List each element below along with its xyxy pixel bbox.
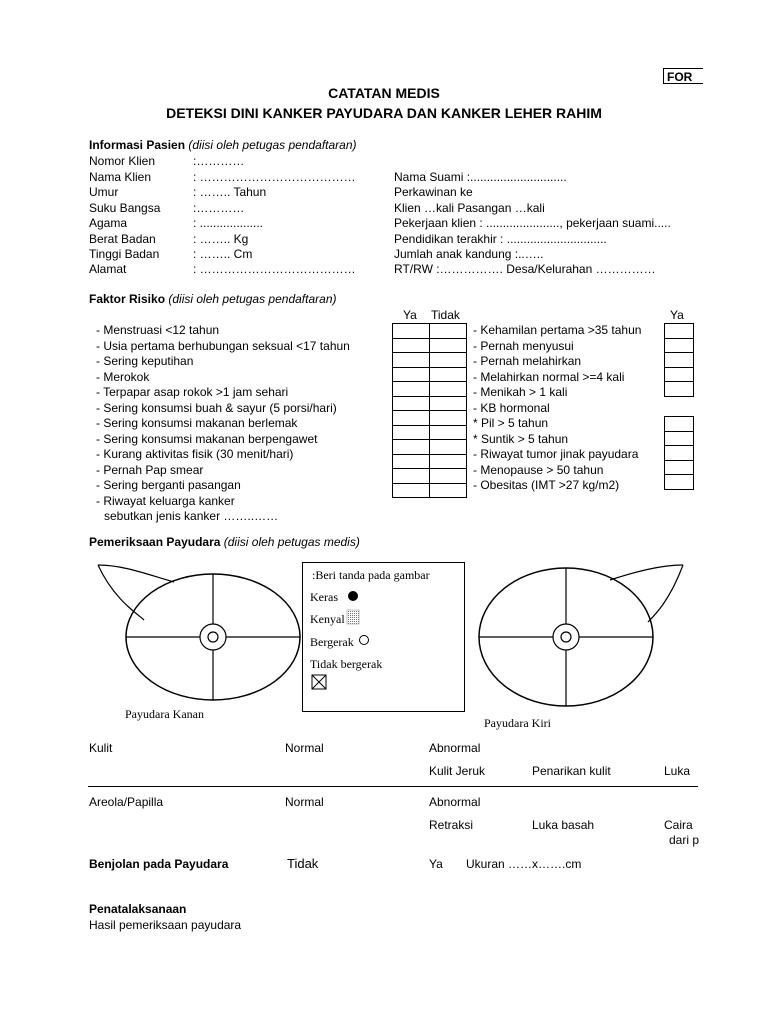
exam-heading-note: (diisi oleh petugas medis) bbox=[223, 535, 360, 549]
open-circle-icon bbox=[358, 634, 370, 646]
col-header-ya: Ya bbox=[403, 308, 417, 322]
risk-item: - Kehamilan pertama >35 tahun bbox=[473, 323, 642, 337]
crossed-box-icon bbox=[311, 674, 327, 690]
field-value[interactable]: : …….. Tahun bbox=[193, 185, 267, 199]
left-breast-label: Payudara Kiri bbox=[484, 716, 551, 730]
areola-label: Areola/Papilla bbox=[89, 795, 164, 809]
field-line[interactable]: Klien …kali Pasangan …kali bbox=[394, 201, 545, 215]
risk-item: * Pil > 5 tahun bbox=[473, 416, 549, 430]
field-label: Nama Klien bbox=[89, 170, 152, 184]
checkbox-tidak[interactable] bbox=[430, 454, 467, 469]
benjolan-size-field[interactable]: Ukuran ……x…….cm bbox=[466, 857, 582, 871]
legend-title: :Beri tanda pada gambar bbox=[312, 568, 430, 582]
checkbox-ya[interactable] bbox=[665, 475, 694, 490]
solid-dot-icon bbox=[347, 590, 359, 602]
risk-section-heading bbox=[89, 292, 337, 306]
checkbox-tidak[interactable] bbox=[430, 411, 467, 426]
checkbox-ya[interactable] bbox=[393, 324, 430, 339]
areola-option[interactable]: Caira bbox=[664, 818, 693, 832]
checkbox-ya[interactable] bbox=[393, 440, 430, 455]
field-label: Alamat bbox=[89, 262, 127, 276]
legend-tidak-bergerak-label: Tidak bergerak bbox=[310, 657, 383, 671]
patient-heading-note: (diisi oleh petugas pendaftaran) bbox=[188, 138, 357, 152]
risk-item: - Sering keputihan bbox=[96, 354, 194, 368]
benjolan-label: Benjolan pada Payudara bbox=[89, 857, 229, 871]
checkbox-ya[interactable] bbox=[393, 454, 430, 469]
risk-item: - Sering konsumsi makanan berlemak bbox=[96, 416, 298, 430]
form-subtitle: DETEKSI DINI KANKER PAYUDARA DAN KANKER LEHER RAHIM bbox=[166, 105, 602, 121]
field-line[interactable]: Perkawinan ke bbox=[394, 185, 473, 199]
field-label: Agama bbox=[89, 216, 128, 230]
field-line[interactable]: Nama Suami :............................. bbox=[394, 170, 567, 184]
checkbox-tidak[interactable] bbox=[430, 324, 467, 339]
checkbox-ya[interactable] bbox=[393, 382, 430, 397]
field-line[interactable]: RT/RW :……………. Desa/Kelurahan …………… bbox=[394, 262, 656, 276]
field-label: Suku Bangsa bbox=[89, 201, 161, 215]
kulit-option[interactable]: Luka bbox=[664, 764, 691, 778]
hatched-square-icon bbox=[346, 609, 360, 625]
field-value[interactable]: : ………………………………… bbox=[193, 262, 356, 276]
divider-line bbox=[88, 786, 698, 787]
kulit-normal-option[interactable]: Normal bbox=[285, 741, 324, 755]
field-value[interactable]: :………… bbox=[193, 154, 245, 168]
risk-item: - Menikah > 1 kali bbox=[473, 385, 568, 399]
field-label: Tinggi Badan bbox=[89, 247, 160, 261]
risk-heading-note: (diisi oleh petugas pendaftaran) bbox=[168, 292, 337, 306]
areola-normal-option[interactable]: Normal bbox=[285, 795, 324, 809]
checkbox-ya[interactable] bbox=[393, 338, 430, 353]
exam-section-heading bbox=[89, 535, 360, 549]
field-value[interactable]: : …….. Cm bbox=[193, 247, 253, 261]
risk-item: - Sering berganti pasangan bbox=[96, 478, 241, 492]
checkbox-ya[interactable] bbox=[393, 396, 430, 411]
checkbox-tidak[interactable] bbox=[430, 338, 467, 353]
risk-right-checkbox-grid-a bbox=[664, 323, 694, 397]
checkbox-ya[interactable] bbox=[393, 483, 430, 498]
checkbox-tidak[interactable] bbox=[430, 396, 467, 411]
checkbox-tidak[interactable] bbox=[430, 425, 467, 440]
risk-item: - Pernah melahirkan bbox=[473, 354, 582, 368]
legend-bergerak-label: Bergerak bbox=[310, 635, 354, 649]
areola-abnormal-option[interactable]: Abnormal bbox=[429, 795, 481, 809]
risk-item: - Riwayat tumor jinak payudara bbox=[473, 447, 639, 461]
risk-item: - Kurang aktivitas fisik (30 menit/hari) bbox=[96, 447, 294, 461]
field-value[interactable]: :………… bbox=[193, 201, 245, 215]
field-label: Umur bbox=[89, 185, 119, 199]
checkbox-ya[interactable] bbox=[665, 417, 694, 432]
col-header-ya-right: Ya bbox=[670, 308, 684, 322]
risk-item: * Suntik > 5 tahun bbox=[473, 432, 569, 446]
risk-item: - Melahirkan normal >=4 kali bbox=[473, 370, 625, 384]
checkbox-ya[interactable] bbox=[393, 425, 430, 440]
patient-heading-text: Informasi Pasien bbox=[89, 138, 186, 152]
risk-item: - Pernah Pap smear bbox=[96, 463, 204, 477]
checkbox-tidak[interactable] bbox=[430, 382, 467, 397]
areola-option[interactable]: Luka basah bbox=[532, 818, 595, 832]
kulit-abnormal-option[interactable]: Abnormal bbox=[429, 741, 481, 755]
risk-item: - Pernah menyusui bbox=[473, 339, 574, 353]
risk-item: - Obesitas (IMT >27 kg/m2) bbox=[473, 478, 620, 492]
risk-item: - Menopause > 50 tahun bbox=[473, 463, 604, 477]
field-value[interactable]: : ………………………………… bbox=[193, 170, 356, 184]
left-breast-diagram[interactable] bbox=[470, 560, 698, 720]
checkbox-ya[interactable] bbox=[665, 431, 694, 446]
checkbox-tidak[interactable] bbox=[430, 469, 467, 484]
patient-section-heading bbox=[89, 138, 357, 152]
checkbox-ya[interactable] bbox=[665, 324, 694, 339]
checkbox-ya[interactable] bbox=[665, 367, 694, 382]
risk-left-checkbox-grid bbox=[392, 323, 467, 498]
areola-option-cont: dari p bbox=[669, 833, 700, 847]
field-value[interactable]: : …….. Kg bbox=[193, 232, 249, 246]
col-header-tidak: Tidak bbox=[431, 308, 460, 322]
checkbox-tidak[interactable] bbox=[430, 353, 467, 368]
benjolan-tidak-option[interactable]: Tidak bbox=[287, 856, 319, 871]
management-line: Hasil pemeriksaan payudara bbox=[89, 918, 242, 932]
checkbox-tidak[interactable] bbox=[430, 483, 467, 498]
form-number-tag: FOR bbox=[663, 68, 703, 84]
field-line[interactable]: Pendidikan terakhir : .............................. bbox=[394, 232, 607, 246]
risk-item: - Menstruasi <12 tahun bbox=[96, 323, 220, 337]
checkbox-ya[interactable] bbox=[665, 460, 694, 475]
checkbox-ya[interactable] bbox=[665, 446, 694, 461]
right-breast-diagram[interactable] bbox=[94, 560, 304, 710]
management-heading: Penatalaksanaan bbox=[89, 902, 187, 916]
risk-item: - Riwayat keluarga kanker bbox=[96, 494, 235, 508]
risk-item: sebutkan jenis kanker ……..…… bbox=[104, 509, 279, 523]
risk-item: - Terpapar asap rokok >1 jam sehari bbox=[96, 385, 289, 399]
risk-item: - Sering konsumsi buah & sayur (5 porsi/hari) bbox=[96, 401, 337, 415]
legend-kenyal-label: Kenyal bbox=[310, 612, 345, 626]
risk-item: - KB hormonal bbox=[473, 401, 550, 415]
field-label: Nomor Klien bbox=[89, 154, 156, 168]
checkbox-ya[interactable] bbox=[665, 382, 694, 397]
kulit-option[interactable]: Penarikan kulit bbox=[532, 764, 611, 778]
checkbox-ya[interactable] bbox=[393, 367, 430, 382]
risk-item: - Merokok bbox=[96, 370, 150, 384]
checkbox-tidak[interactable] bbox=[430, 440, 467, 455]
checkbox-ya[interactable] bbox=[665, 338, 694, 353]
checkbox-ya[interactable] bbox=[665, 353, 694, 368]
benjolan-ya-option[interactable]: Ya bbox=[429, 857, 443, 871]
legend-keras-label: Keras bbox=[310, 590, 338, 604]
form-title: CATATAN MEDIS bbox=[328, 85, 440, 101]
kulit-label: Kulit bbox=[89, 741, 113, 755]
risk-right-checkbox-grid-b bbox=[664, 416, 694, 490]
kulit-option[interactable]: Kulit Jeruk bbox=[429, 764, 486, 778]
risk-item: - Sering konsumsi makanan berpengawet bbox=[96, 432, 318, 446]
exam-heading-text: Pemeriksaan Payudara bbox=[89, 535, 221, 549]
areola-option[interactable]: Retraksi bbox=[429, 818, 474, 832]
risk-item: - Usia pertama berhubungan seksual <17 tahun bbox=[96, 339, 350, 353]
field-line[interactable]: Jumlah anak kandung :..….. bbox=[394, 247, 544, 261]
field-label: Berat Badan bbox=[89, 232, 156, 246]
risk-heading-text: Faktor Risiko bbox=[89, 292, 166, 306]
checkbox-ya[interactable] bbox=[393, 411, 430, 426]
checkbox-tidak[interactable] bbox=[430, 367, 467, 382]
field-value[interactable]: : ................... bbox=[193, 216, 264, 230]
checkbox-ya[interactable] bbox=[393, 469, 430, 484]
field-line[interactable]: Pekerjaan klien : ......................, pekerjaan suami..... bbox=[394, 216, 671, 230]
right-breast-label: Payudara Kanan bbox=[125, 707, 204, 721]
checkbox-ya[interactable] bbox=[393, 353, 430, 368]
